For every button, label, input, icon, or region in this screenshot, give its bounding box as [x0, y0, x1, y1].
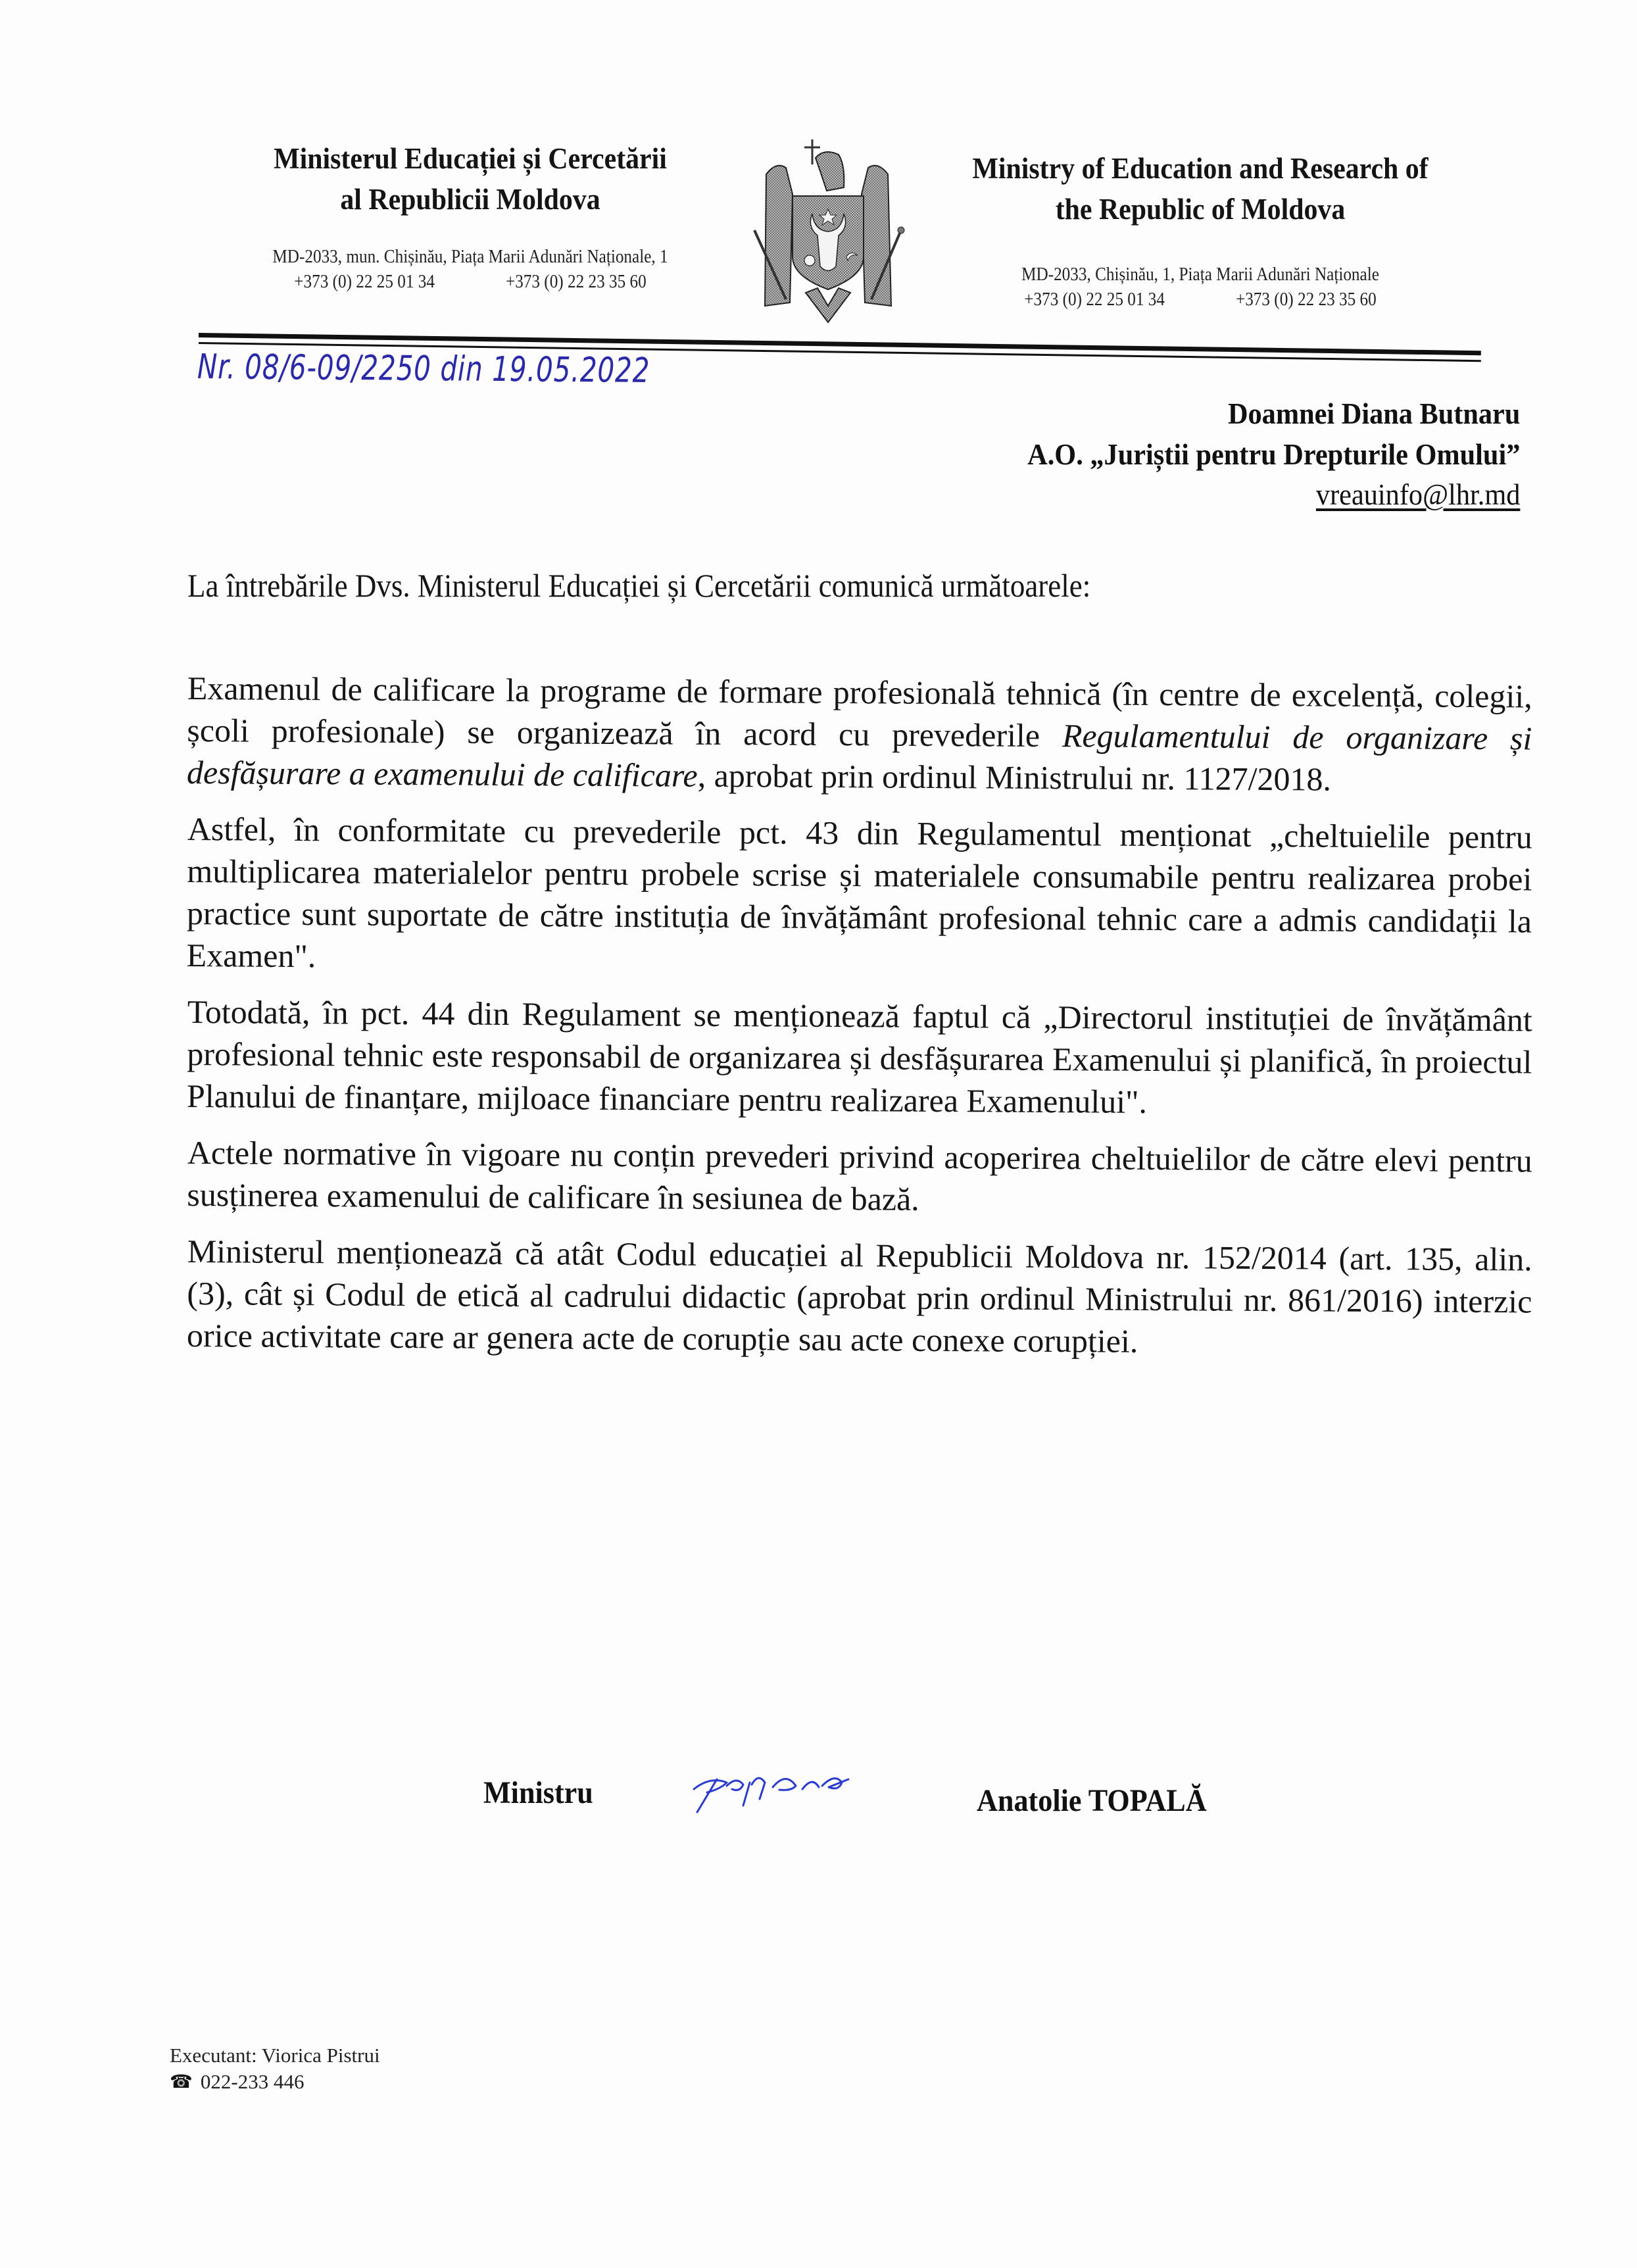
- coat-of-arms-icon: [746, 125, 908, 326]
- phone-en-2: +373 (0) 22 23 35 60: [1236, 289, 1377, 310]
- intro-sentence: La întrebările Dvs. Ministerul Educației și Cercetării comunică următoarele:: [187, 567, 1091, 604]
- ministry-address-ro: MD-2033, mun. Chișinău, Piața Marii Adunări Naționale, 1: [272, 247, 668, 267]
- executant-footer: [170, 2042, 380, 2095]
- paragraph-1-text-end: , aprobat prin ordinul Ministrului nr. 1127/2018.: [697, 756, 1332, 798]
- signatory-role: Ministru: [483, 1775, 593, 1810]
- letterhead-english: [914, 148, 1486, 312]
- addressee-organization: A.O. „Juriștii pentru Drepturile Omului”: [1027, 437, 1520, 471]
- phone-en-1: +373 (0) 22 25 01 34: [1024, 289, 1165, 310]
- ministry-name-en-line1: Ministry of Education and Research of: [972, 152, 1429, 185]
- addressee-block: [985, 393, 1520, 514]
- addressee-name: Doamnei Diana Butnaru: [1227, 397, 1520, 430]
- ministry-address-en: MD-2033, Chișinău, 1, Piața Marii Adunări Naționale: [1021, 264, 1379, 285]
- signatory-name: Anatolie TOPALĂ: [977, 1783, 1207, 1818]
- paragraph-2: Astfel, în conformitate cu prevederile pct. 43 din Regulamentul menționat „cheltuielile pentru multiplicarea materialelor pentru probele scrise și materialele consumabile pentru realizarea probei practice sunt suportate de către instituția de învățământ profesional tehnic care a admis candidații la Examen".: [186, 810, 1532, 975]
- letterhead-romanian: [197, 138, 743, 295]
- paragraph-1-text-start: Examenul de calificare la programe de formare profesională tehnică (în centre de excelență, colegii, școli profesionale) se organizează în acord cu prevederile: [187, 669, 1532, 754]
- executant-name: Executant: Viorica Pistrui: [170, 2044, 380, 2067]
- registration-number: Nr. 08/6-09/2250 din 19.05.2022: [197, 347, 650, 391]
- paragraph-3: Totodată, în pct. 44 din Regulament se menționează faptul că „Directorul instituției de învățământ profesional tehnic este responsabil de organizarea și desfășurarea Examenului și planifică, în proiectul Planului de finanțare, mijloace financiare pentru realizarea Examenului".: [186, 993, 1532, 1120]
- paragraph-1: [187, 667, 1532, 801]
- ministry-name-ro-line1: Ministerul Educației și Cercetării: [274, 142, 667, 175]
- telephone-icon: ☎: [170, 2071, 193, 2092]
- ministry-name-en-line2: the Republic of Moldova: [1055, 193, 1346, 226]
- executant-phone-row: [170, 2069, 380, 2095]
- ministry-phones-en: [943, 287, 1458, 312]
- paragraph-5: Ministerul menționează că atât Codul educației al Republicii Moldova nr. 152/2014 (art. 135, alin. (3), cât și Codul de etică al cadrului didactic (aprobat prin ordinul Ministrului nr. 861/2016) interzic orice activitate care ar genera acte de corupție sau acte conexe corupției.: [186, 1233, 1532, 1360]
- letter-body: [187, 564, 1532, 1371]
- ministry-phones-ro: [225, 270, 716, 295]
- regulation-title: Regulamentului de organizare și desfășurare a examenului de calificare: [186, 717, 1532, 794]
- paragraph-4: Actele normative în vigoare nu conțin prevederi privind acoperirea cheltuielilor de către elevi pentru susținerea examenului de calificare în sesiunea de bază.: [187, 1134, 1532, 1218]
- handwritten-signature: [681, 1753, 878, 1819]
- phone-ro-2: +373 (0) 22 23 35 60: [506, 272, 647, 292]
- addressee-email-link[interactable]: vreauinfo@lhr.md: [1315, 478, 1520, 511]
- ministry-name-ro-line2: al Republicii Moldova: [340, 183, 600, 216]
- phone-ro-1: +373 (0) 22 25 01 34: [294, 272, 435, 292]
- executant-phone: 022-233 446: [200, 2070, 305, 2093]
